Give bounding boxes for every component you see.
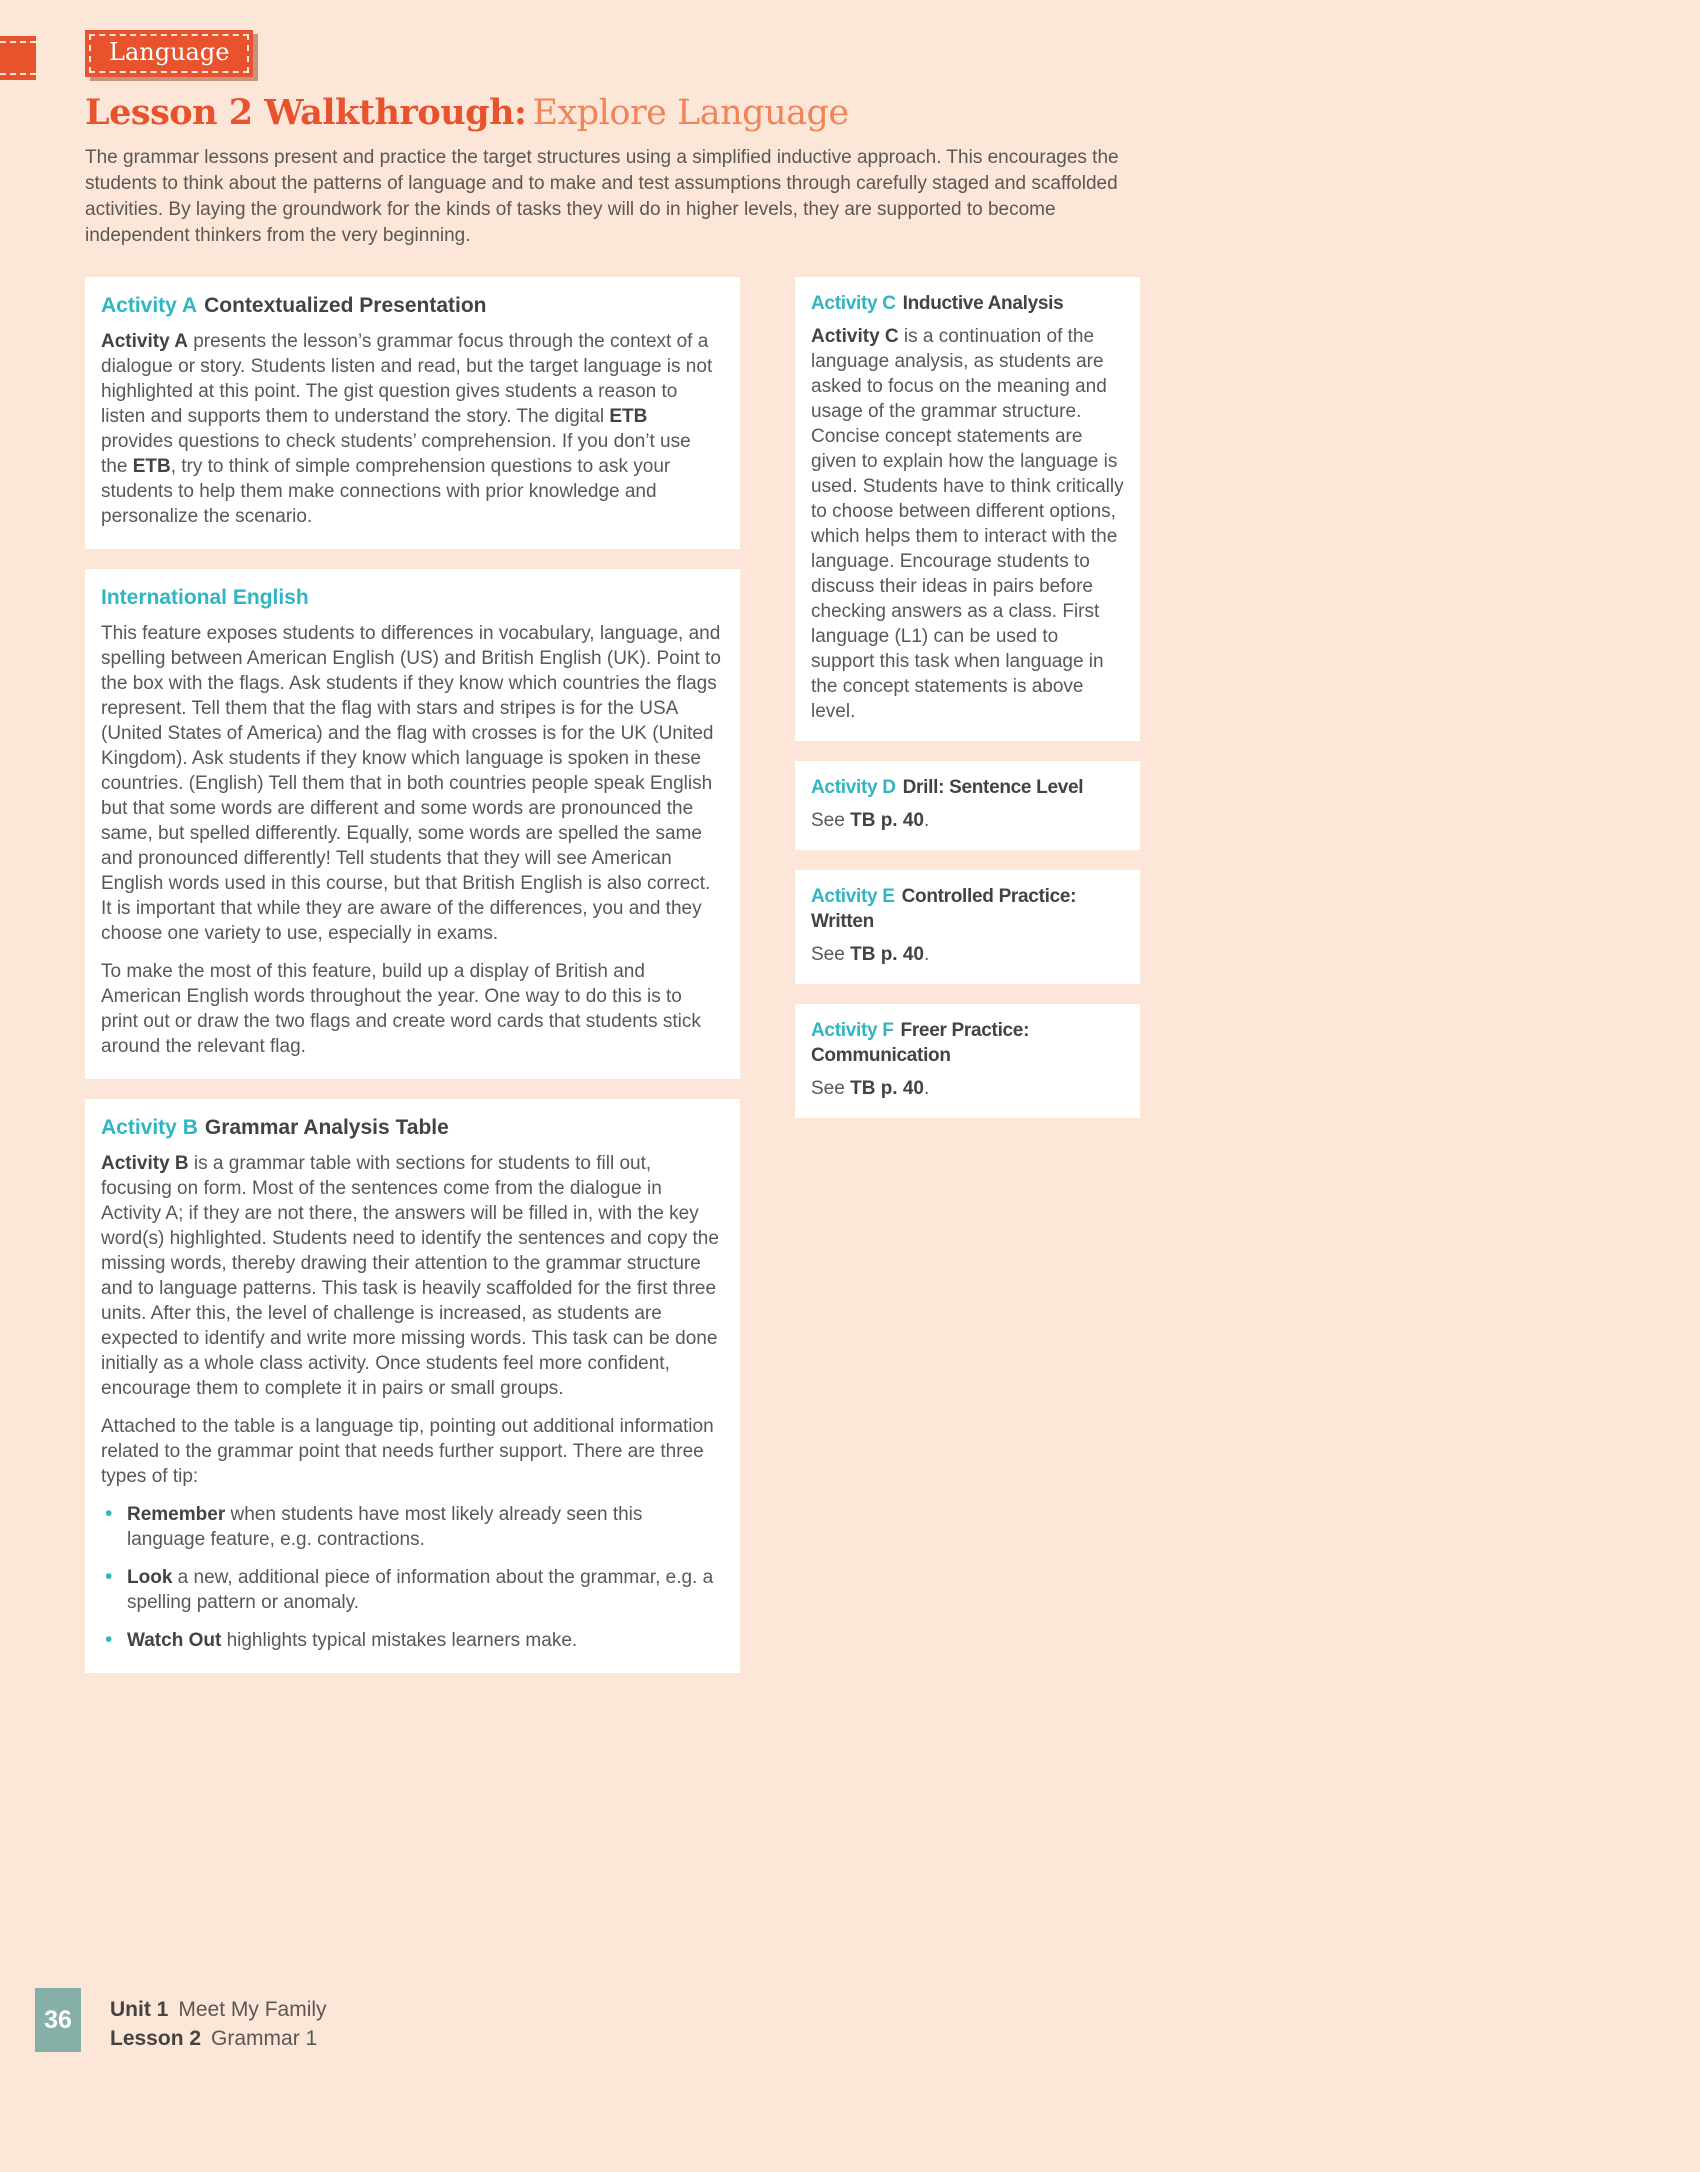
activity-a-title: Contextualized Presentation [204, 294, 487, 317]
activity-a-paragraph: Activity A presents the lesson’s grammar focus through the context of a dialogue or story. Students listen and read, but the target language is not highlighted at this point. The gist question gives students a reason to listen and supports them to understand the story. The digital ETB provides questions to check students’ comprehension. If you don’t use the ETB, try to think of simple comprehension questions to ask your students to help them make connections with prior knowledge and personalize the scenario. [101, 331, 713, 527]
international-english-paragraph-2: To make the most of this feature, build up a display of British and American English words throughout the year. One way to do this is to print out or draw the two flags and create word cards that students stick around the relevant flag. [101, 961, 701, 1057]
activity-c-label: Activity C [811, 293, 896, 314]
tip-item-remember: • Remember when students have most likely already seen this language feature, e.g. contractions. [127, 1502, 722, 1552]
left-column [85, 277, 740, 1693]
intro-paragraph: The grammar lessons present and practice the target structures using a simplified inductive approach. This encourages the students to think about the patterns of language and to make and test assumptions through carefully staged and scaffolded activities. By laying the groundwork for the kinds of tasks they will do in higher levels, they are supported to become independent thinkers from the very beginning. [85, 147, 1119, 246]
international-english-box [85, 569, 740, 1079]
activity-b-box [85, 1099, 740, 1673]
activity-c-box [795, 277, 1140, 741]
footer-unit-title: Meet My Family [178, 1998, 327, 2021]
two-column-layout [85, 277, 1140, 1693]
page-title [85, 92, 1140, 133]
activity-b-title: Grammar Analysis Table [204, 1116, 449, 1139]
tip-item-look: • Look a new, additional piece of information about the grammar, e.g. a spelling pattern or anomaly. [127, 1565, 722, 1615]
international-english-label: International English [101, 586, 309, 609]
activity-f-heading [811, 1018, 1124, 1068]
activity-e-label: Activity E [811, 886, 895, 907]
activity-b-paragraph-2: Attached to the table is a language tip, pointing out additional information related to the grammar point that needs further support. There are three types of tip: [101, 1416, 714, 1487]
footer-text [110, 1995, 327, 2053]
activity-e-heading [811, 884, 1124, 934]
activity-f-label: Activity F [811, 1020, 894, 1041]
language-tab-label: Language [89, 34, 249, 73]
page-number-badge: 36 [35, 1988, 81, 2052]
page-title-light: Explore Language [532, 93, 849, 133]
activity-a-heading [101, 293, 722, 319]
activity-b-paragraph-1: Activity B is a grammar table with sections for students to fill out, focusing on form. Most of the sentences come from the dialogue in Activity A; if they are not there, the answers will be filled in, with the key word(s) highlighted. Students need to identify the sentences and copy the missing words, thereby drawing their attention to the grammar structure and to language patterns. This task is heavily scaffolded for the first three units. After this, the level of challenge is increased, as students are expected to identify and write more missing words. This task can be done initially as a whole class activity. Once students feel more confident, encourage them to complete it in pairs or small groups. [101, 1153, 719, 1399]
footer-unit-label: Unit 1 [110, 1998, 169, 2021]
footer-lesson-title: Grammar 1 [211, 2027, 318, 2050]
activity-a-label: Activity A [101, 294, 198, 317]
right-column [795, 277, 1140, 1138]
activity-c-title: Inductive Analysis [902, 293, 1064, 314]
tip-item-watch-out: • Watch Out highlights typical mistakes learners make. [127, 1628, 722, 1653]
activity-f-title: Freer Practice: Communication [811, 1020, 1030, 1066]
activity-d-reference: See TB p. 40. [811, 810, 930, 831]
activity-d-heading [811, 775, 1124, 800]
activity-e-reference: See TB p. 40. [811, 944, 930, 965]
activity-e-box [795, 870, 1140, 984]
page-title-strong: Lesson 2 Walkthrough: [85, 92, 527, 133]
international-english-heading [101, 585, 722, 611]
activity-e-title: Controlled Practice: Written [811, 886, 1077, 932]
activity-d-label: Activity D [811, 777, 896, 798]
activity-c-heading [811, 291, 1124, 316]
footer-lesson-line [110, 2024, 327, 2053]
activity-d-title: Drill: Sentence Level [902, 777, 1084, 798]
tab-edge-decoration [0, 36, 36, 80]
activity-f-box [795, 1004, 1140, 1118]
activity-b-heading [101, 1115, 722, 1141]
footer-lesson-label: Lesson 2 [110, 2027, 202, 2050]
footer-unit-line [110, 1995, 327, 2024]
language-section-tab [85, 30, 253, 77]
activity-d-box [795, 761, 1140, 850]
activity-a-box [85, 277, 740, 549]
international-english-paragraph-1: This feature exposes students to differences in vocabulary, language, and spelling between American English (US) and British English (UK). Point to the box with the flags. Ask students if they know which countries the flags represent. Tell them that the flag with stars and stripes is for the USA (United States of America) and the flag with crosses is for the UK (United Kingdom). Ask students if they know which language is spoken in these countries. (English) Tell them that in both countries people speak English but that some words are different and some words are pronounced the same, but spelled differently. Equally, some words are spelled the same and pronounced differently! Tell students that they will see American English words used in this course, but that British English is also correct. It is important that while they are aware of the differences, you and they choose one variety to use, especially in exams. [101, 623, 721, 944]
activity-c-paragraph: Activity C is a continuation of the language analysis, as students are asked to focus on the meaning and usage of the grammar structure. Concise concept statements are given to explain how the language is used. Students have to think critically to choose between different options, which helps them to interact with the language. Encourage students to discuss their ideas in pairs before checking answers as a class. First language (L1) can be used to support this task when language in the concept statements is above level. [811, 326, 1124, 722]
activity-f-reference: See TB p. 40. [811, 1078, 930, 1099]
tip-list [101, 1502, 722, 1653]
activity-b-label: Activity B [101, 1116, 198, 1139]
